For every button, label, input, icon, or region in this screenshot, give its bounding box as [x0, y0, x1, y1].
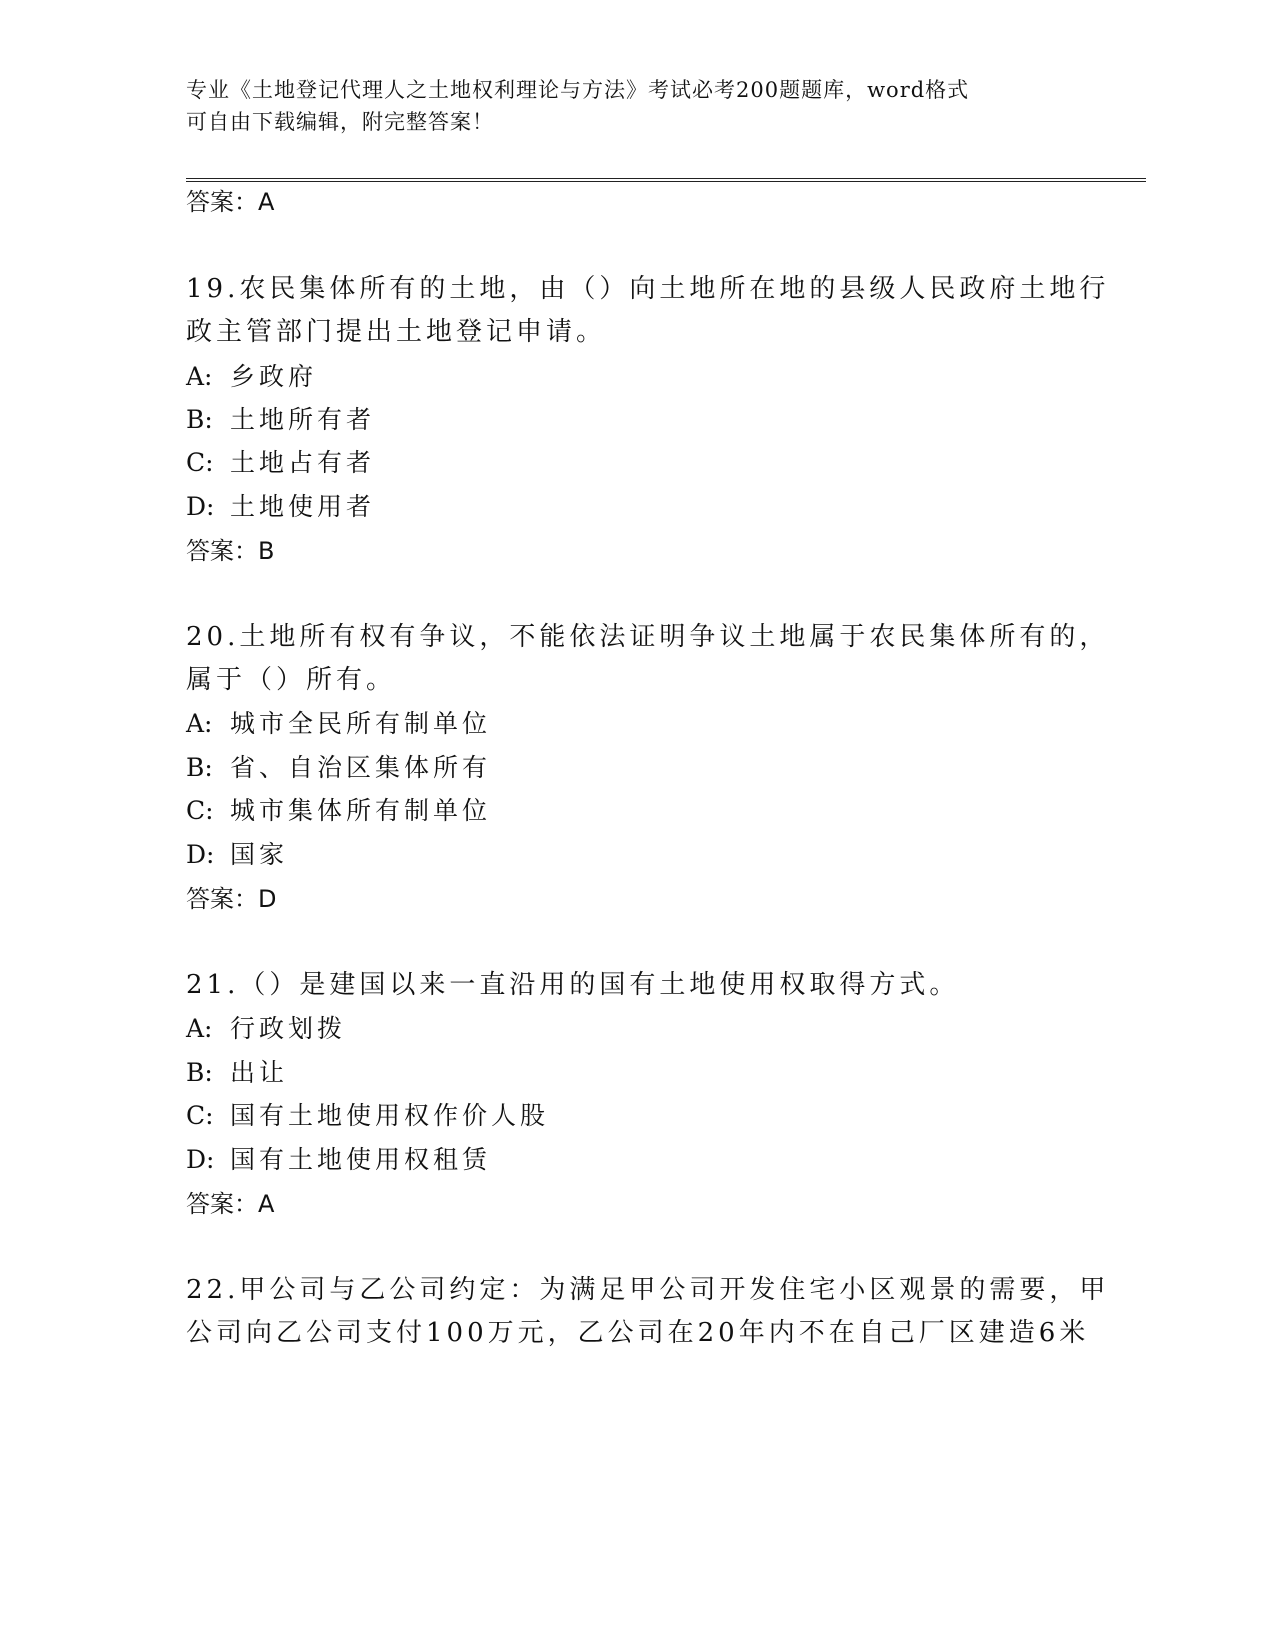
- question-20-line-1: 20.土地所有权有争议，不能依法证明争议土地属于农民集体所有的，: [186, 622, 1110, 652]
- option-text: 省、自治区集体所有: [230, 753, 492, 782]
- previous-answer: 答案：A: [186, 188, 275, 216]
- question-19-option-b: [186, 405, 375, 435]
- option-letter: C:: [186, 1101, 214, 1130]
- option-text: 土地占有者: [230, 448, 376, 477]
- header-line-1: 专业《土地登记代理人之土地权利理论与方法》考试必考200题题库，word格式: [186, 78, 970, 102]
- option-text: 土地使用者: [230, 492, 376, 521]
- question-20-option-a: [186, 709, 491, 739]
- option-letter: D:: [186, 1145, 215, 1174]
- option-letter: C:: [186, 796, 214, 825]
- header-line-2: 可自由下载编辑，附完整答案！: [186, 110, 494, 134]
- question-21-option-b: [186, 1058, 288, 1088]
- option-text: 行政划拨: [230, 1014, 347, 1043]
- option-text: 国家: [230, 840, 289, 869]
- header-divider: [186, 178, 1146, 182]
- question-20-option-b: [186, 753, 491, 783]
- question-20-option-d: [186, 840, 288, 870]
- option-letter: A:: [186, 709, 213, 738]
- question-22-line-1: 22.甲公司与乙公司约定：为满足甲公司开发住宅小区观景的需要，甲: [186, 1275, 1110, 1305]
- option-letter: D:: [186, 492, 215, 521]
- option-text: 国有土地使用权租赁: [230, 1145, 492, 1174]
- option-letter: B:: [186, 753, 213, 782]
- question-19-option-c: [186, 448, 375, 478]
- option-text: 乡政府: [230, 362, 318, 391]
- option-text: 出让: [230, 1058, 289, 1087]
- question-19-option-d: [186, 492, 375, 522]
- option-letter: B:: [186, 405, 213, 434]
- question-21-line-1: 21.（）是建国以来一直沿用的国有土地使用权取得方式。: [186, 970, 960, 1000]
- question-22-line-2: 公司向乙公司支付100万元，乙公司在20年内不在自己厂区建造6米: [186, 1318, 1090, 1348]
- option-letter: A:: [186, 362, 213, 391]
- question-19-line-2: 政主管部门提出土地登记申请。: [186, 317, 607, 347]
- question-20-option-c: [186, 796, 491, 826]
- question-21-option-c: [186, 1101, 549, 1131]
- document-header: [186, 74, 1066, 138]
- question-19-option-a: [186, 362, 317, 392]
- question-21-option-d: [186, 1145, 491, 1175]
- document-page: [186, 0, 1146, 1650]
- question-20-line-2: 属于（）所有。: [186, 665, 397, 695]
- option-text: 城市集体所有制单位: [230, 796, 492, 825]
- question-20-answer: 答案：D: [186, 885, 277, 913]
- question-19-answer: 答案：B: [186, 537, 275, 565]
- option-text: 城市全民所有制单位: [230, 709, 492, 738]
- option-text: 国有土地使用权作价人股: [230, 1101, 550, 1130]
- option-letter: D:: [186, 840, 215, 869]
- question-19-line-1: 19.农民集体所有的土地，由（）向土地所在地的县级人民政府土地行: [186, 274, 1110, 304]
- question-21-answer: 答案：A: [186, 1190, 275, 1218]
- question-21-option-a: [186, 1014, 346, 1044]
- option-letter: A:: [186, 1014, 213, 1043]
- option-text: 土地所有者: [230, 405, 376, 434]
- option-letter: B:: [186, 1058, 213, 1087]
- option-letter: C:: [186, 448, 214, 477]
